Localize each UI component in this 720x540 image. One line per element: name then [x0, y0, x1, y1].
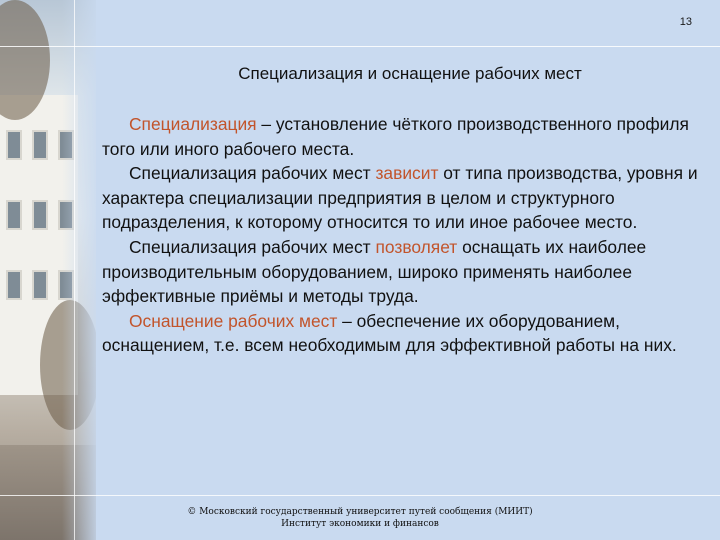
footer-copyright: © Московский государственный университет путей сообщения (МИИТ): [187, 507, 533, 517]
paragraph-equipping-definition: [102, 309, 698, 358]
paragraph-text: от типа производства, уровня и характера специализации предприятия в целом и структурного подразделения, к которому относится то или иное рабочее место.: [102, 163, 698, 233]
window: [6, 270, 22, 300]
highlight-term: зависит: [375, 163, 439, 184]
window: [32, 200, 48, 230]
highlight-term: Оснащение рабочих мест: [129, 310, 338, 331]
photo-fade: [62, 0, 96, 540]
window: [6, 200, 22, 230]
highlight-term: Специализация: [129, 114, 257, 134]
footer-institute: Институт экономики и финансов: [281, 519, 439, 529]
highlight-term: позволяет: [375, 236, 458, 257]
paragraph-depends: [102, 161, 698, 235]
window: [32, 270, 48, 300]
footer-divider: [0, 495, 720, 496]
footer: [170, 506, 550, 530]
paragraph-text: Специализация рабочих мест: [129, 163, 376, 184]
paragraph-text: – обеспечение их оборудованием, оснащением, т.е. всем необходимым для эффективной работы на них.: [102, 310, 677, 356]
slide-body: [102, 112, 698, 358]
paragraph-text: – установление чёткого производственного профиля того или иного рабочего места.: [102, 114, 689, 159]
paragraph-allows: [102, 235, 698, 309]
header-divider: [0, 46, 720, 47]
window: [6, 130, 22, 160]
slide-number: 13: [679, 16, 692, 28]
building-photo: [0, 0, 96, 540]
paragraph-text: оснащать их наиболее производительным оборудованием, широко применять наиболее эффективные приёмы и методы труда.: [102, 236, 647, 307]
paragraph-text: Специализация рабочих мест: [129, 236, 376, 257]
paragraph-specialization-definition: [102, 112, 698, 161]
window: [32, 130, 48, 160]
slide-title: Специализация и оснащение рабочих мест: [238, 64, 582, 83]
vertical-divider: [74, 0, 75, 540]
